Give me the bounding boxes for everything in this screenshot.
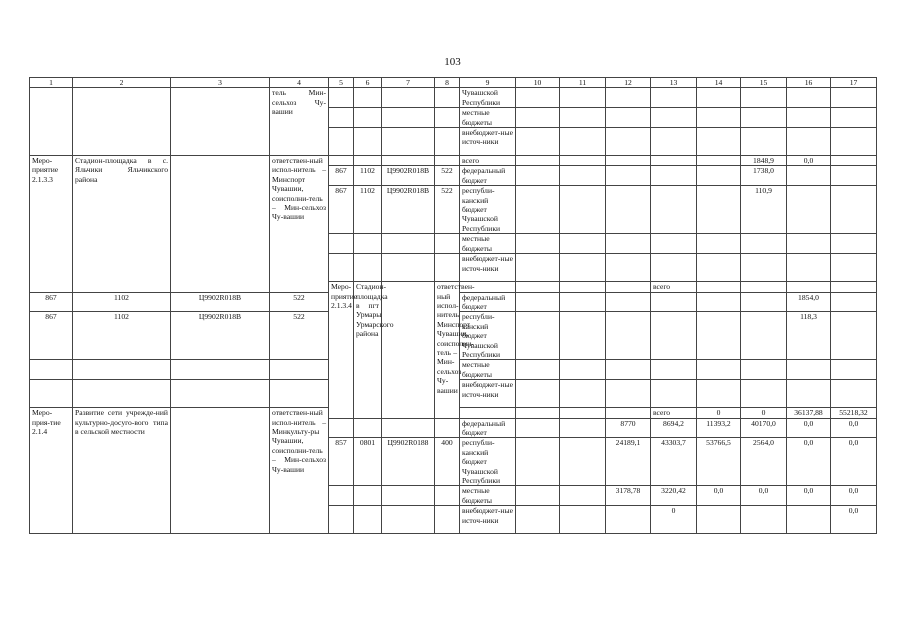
table-row: [30, 88, 877, 108]
code-cell: 867: [30, 292, 73, 312]
source-cell: местные бюджеты: [460, 360, 516, 380]
col-number: 6: [354, 78, 382, 88]
measure-name: Стадион-площадка в пгт Урмары Урмарского района: [354, 282, 382, 418]
measure-code: Меро-приятие 2.1.3.4: [329, 282, 354, 418]
source-cell: внебюджет-ные источ-ники: [460, 128, 516, 156]
budget-table: [29, 77, 877, 534]
value-cell: 1848,9: [741, 156, 787, 166]
value-cell: 0,0: [831, 438, 877, 486]
value-cell: 0: [651, 506, 697, 534]
code-cell: 857: [329, 438, 354, 486]
source-cell: республи-канский бюджет Чувашской Республики: [460, 186, 516, 234]
value-cell: 0,0: [831, 418, 877, 438]
measure-code: Меро-приятие 2.1.3.3: [30, 156, 73, 292]
code-cell: 0801: [354, 438, 382, 486]
source-cell: местные бюджеты: [460, 234, 516, 254]
code-cell: 522: [435, 186, 460, 234]
value-cell: 55218,32: [831, 408, 877, 418]
value-cell: 0: [697, 408, 741, 418]
source-cell: республи-канский бюджет Чувашской Республики: [460, 438, 516, 486]
value-cell: 1738,0: [741, 166, 787, 186]
code-cell: 522: [270, 292, 329, 312]
value-cell: 40170,0: [741, 418, 787, 438]
value-cell: 36137,88: [787, 408, 831, 418]
col-number: 4: [270, 78, 329, 88]
page-number: 103: [444, 56, 461, 68]
responsible-cell: ответствен-ный испол-нитель Минспорт Чувашии, соисполни-тель – Мин-сельхоз Чу-вашии: [435, 282, 460, 418]
value-cell: 0,0: [831, 506, 877, 534]
source-cell: федеральный бюджет: [460, 166, 516, 186]
col-number: 15: [741, 78, 787, 88]
value-cell: 0,0: [831, 486, 877, 506]
column-number-row: [30, 78, 877, 88]
col-number: 13: [651, 78, 697, 88]
col-number: 14: [697, 78, 741, 88]
col-number: 3: [171, 78, 270, 88]
col-number: 5: [329, 78, 354, 88]
value-cell: 0,0: [787, 438, 831, 486]
source-cell: федеральный бюджет: [460, 418, 516, 438]
col-number: 9: [460, 78, 516, 88]
value-cell: 0,0: [741, 486, 787, 506]
code-cell: 400: [435, 438, 460, 486]
value-cell: 11393,2: [697, 418, 741, 438]
source-cell: внебюджет-ные источ-ники: [460, 506, 516, 534]
value-cell: 0,0: [787, 418, 831, 438]
source-cell: местные бюджеты: [460, 108, 516, 128]
col-number: 7: [382, 78, 435, 88]
measure-name: Стадион-площадка в с. Яльчики Яльчикского района: [73, 156, 171, 292]
code-cell: 522: [270, 312, 329, 360]
value-cell: 0,0: [787, 486, 831, 506]
col-number: 12: [606, 78, 651, 88]
value-cell: 2564,0: [741, 438, 787, 486]
col-number: 8: [435, 78, 460, 88]
measure-code: Меро-прия-тие 2.1.4: [30, 408, 73, 534]
value-cell: 118,3: [787, 312, 831, 360]
code-cell: 1102: [73, 292, 171, 312]
col-number: 17: [831, 78, 877, 88]
source-cell: всего: [651, 282, 697, 292]
value-cell: 8694,2: [651, 418, 697, 438]
source-cell: всего: [651, 408, 697, 418]
col-number: 10: [516, 78, 560, 88]
value-cell: 24189,1: [606, 438, 651, 486]
source-cell: местные бюджеты: [460, 486, 516, 506]
value-cell: 53766,5: [697, 438, 741, 486]
col-number: 2: [73, 78, 171, 88]
responsible-cell: ответствен-ный испол-нитель – Минкульту-ры Чувашии, соисполни-тель – Мин-сельхоз Чу-вашии: [270, 408, 329, 534]
value-cell: 43303,7: [651, 438, 697, 486]
code-cell: Ц9902R018В: [171, 312, 270, 360]
code-cell: Ц9902R018В: [382, 186, 435, 234]
source-cell: внебюджет-ные источ-ники: [460, 254, 516, 282]
source-cell: всего: [460, 156, 516, 166]
measure-name: Развитие сети учрежде-ний культурно-досуго-вого типа в сельской местности: [73, 408, 171, 534]
col-number: 1: [30, 78, 73, 88]
source-cell: внебюджет-ные источ-ники: [460, 380, 516, 408]
source-cell: федеральный бюджет: [460, 292, 516, 312]
source-cell: Чувашской Республики: [460, 88, 516, 108]
source-cell: республи-канский бюджет Чувашской Республики: [460, 312, 516, 360]
value-cell: 0,0: [697, 486, 741, 506]
value-cell: 3178,78: [606, 486, 651, 506]
code-cell: 867: [30, 312, 73, 360]
value-cell: 8770: [606, 418, 651, 438]
code-cell: 1102: [354, 166, 382, 186]
value-cell: 110,9: [741, 186, 787, 234]
code-cell: Ц9902R018В: [171, 292, 270, 312]
table-row: [30, 156, 877, 166]
code-cell: 1102: [73, 312, 171, 360]
responsible-cell: тель Мин-сельхоз Чу-вашии: [270, 88, 329, 156]
col-number: 16: [787, 78, 831, 88]
value-cell: 0,0: [787, 156, 831, 166]
code-cell: 1102: [354, 186, 382, 234]
code-cell: Ц9902R018В: [382, 166, 435, 186]
value-cell: 1854,0: [787, 292, 831, 312]
value-cell: 0: [741, 408, 787, 418]
value-cell: 3220,42: [651, 486, 697, 506]
code-cell: Ц9902R0188: [382, 438, 435, 486]
code-cell: 867: [329, 186, 354, 234]
col-number: 11: [560, 78, 606, 88]
code-cell: 522: [435, 166, 460, 186]
code-cell: 867: [329, 166, 354, 186]
responsible-cell: ответствен-ный испол-нитель – Минспорт Чувашии, соисполни-тель – Мин-сельхоз Чу-вашии: [270, 156, 329, 292]
